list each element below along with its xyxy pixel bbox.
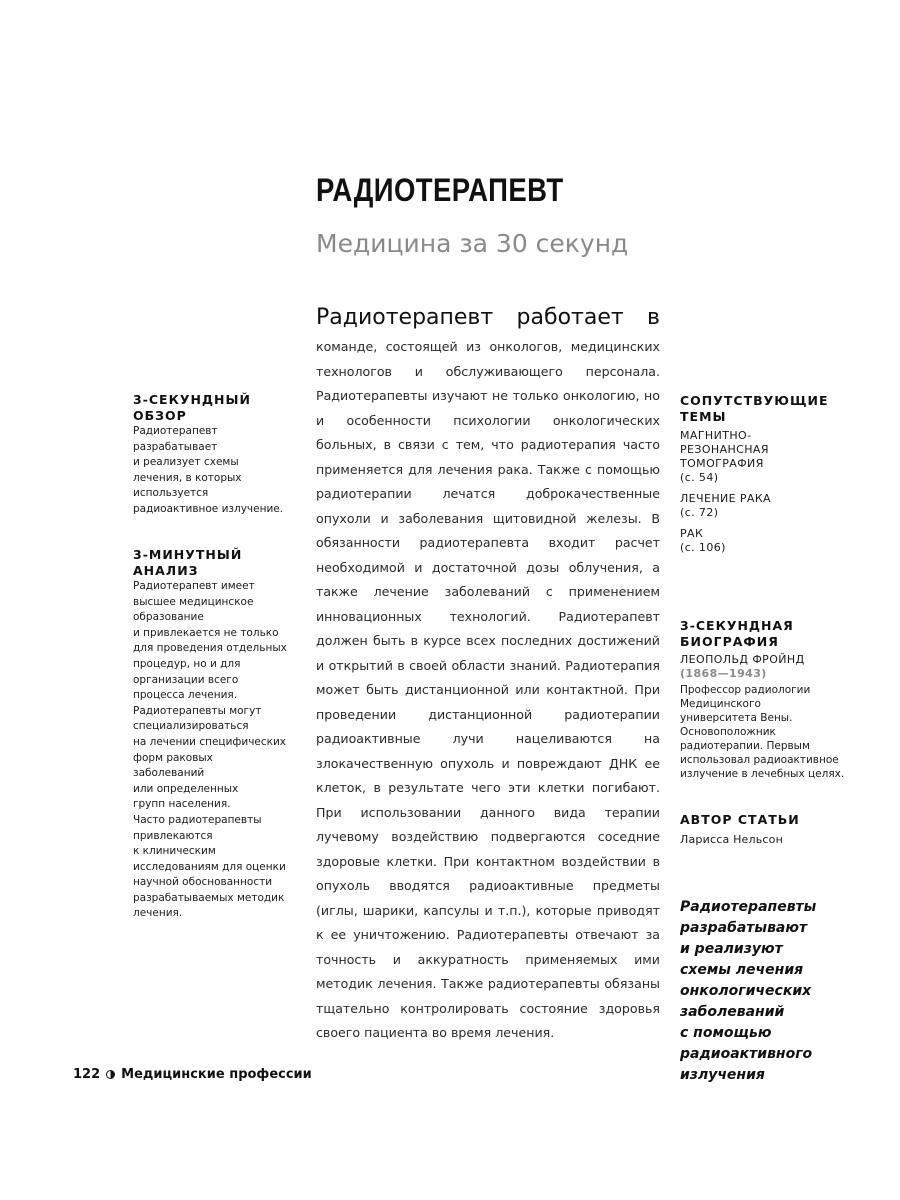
pull-quote [680, 897, 860, 1086]
half-circle-icon [106, 1070, 115, 1079]
overview-line: радиоактивное излучение. [133, 502, 284, 515]
page-title: РАДИОТЕРАПЕВТ [316, 172, 564, 208]
analysis-line: форм раковых [133, 751, 213, 764]
analysis-heading [133, 547, 293, 579]
analysis-section [133, 547, 293, 922]
analysis-text [133, 579, 293, 922]
related-topic-line: РАК [680, 527, 704, 540]
quote-line: Радиотерапевты [680, 899, 817, 915]
overview-heading-line: 3-СЕКУНДНЫЙ [133, 392, 251, 407]
related-topic-line: (с. 72) [680, 506, 719, 519]
related-topic-line: РЕЗОНАНСНАЯ [680, 443, 769, 456]
page-number: 122 [73, 1067, 101, 1082]
related-topic-line: МАГНИТНО- [680, 429, 752, 442]
analysis-line: Часто радиотерапевты [133, 813, 262, 826]
quote-line: заболеваний [680, 1004, 785, 1020]
analysis-line: исследованиям для оценки [133, 860, 286, 873]
overview-line: разрабатывает [133, 440, 218, 453]
related-heading-line: ТЕМЫ [680, 409, 727, 424]
analysis-line: и привлекается не только [133, 626, 279, 639]
bio-line: радиотерапии. Первым [680, 740, 810, 752]
author-heading: АВТОР СТАТЬИ [680, 812, 800, 827]
article-body: команде, состоящей из онкологов, медицинских технологов и обслуживающего персонала. Радиотерапевты изучают не только онкологию, но и особенности психологии онкологических больных, в связи с тем, что радиотерапия часто применяется для лечения рака. Также с помощью радиотерапии лечатся доброкачественные опухоли и заболевания щитовидной железы. В обязанности радиотерапевта входит расчет необходимой и достаточной дозы облучения, а также лечение заболеваний с применением инновационных технологий. Радиотерапевт должен быть в курсе всех последних достижений и открытий в своей области знаний. Радиотерапия может быть дистанционной или контактной. При проведении дистанционной радиотерапии радиоактивные лучи нацеливаются на злокачественную опухоль и повреждают ДНК ее клеток, в результате чего эти клетки погибают. При использовании данного вида терапии лучевому воздействию подвергаются соседние здоровые клетки. При контактном воздействии в опухоль вводятся радиоактивные предметы (иглы, шарики, капсулы и т.п.), которые приводят к ее уничтожению. Радиотерапевты отвечают за точность и аккуратность применяемых ими методик лечения. Также радиотерапевты обязаны тщательно контролировать состояние здоровья своего пациента во время лечения. [316, 339, 660, 1040]
overview-heading-line: ОБЗОР [133, 408, 187, 423]
analysis-line: специализироваться [133, 720, 249, 733]
quote-line: онкологических [680, 983, 812, 999]
related-topic-cancer [680, 527, 860, 555]
overview-heading [133, 392, 293, 424]
analysis-line: процедур, но и для [133, 657, 241, 670]
quote-line: радиоактивного [680, 1046, 813, 1062]
related-topic-line: ТОМОГРАФИЯ [680, 457, 764, 470]
bio-line: излучение в лечебных целях. [680, 768, 845, 780]
related-topic-line: (с. 54) [680, 471, 719, 484]
analysis-line: на лечении специфических [133, 735, 287, 748]
analysis-line: образование [133, 611, 204, 624]
bio-heading-line: 3-СЕКУНДНАЯ [680, 618, 794, 633]
overview-line: и реализует схемы [133, 456, 239, 469]
bio-heading [680, 618, 860, 650]
analysis-line: заболеваний [133, 767, 205, 780]
overview-line: Радиотерапевт [133, 425, 218, 437]
bio-line: Основоположник [680, 726, 776, 738]
analysis-line: процесса лечения. [133, 689, 238, 702]
quote-line: схемы лечения [680, 962, 804, 978]
analysis-line: высшее медицинское [133, 595, 254, 608]
article-lead: Радиотерапевт работает в [316, 305, 660, 330]
bio-text [680, 683, 860, 781]
bio-years: (1868—1943) [680, 667, 767, 680]
analysis-line: групп населения. [133, 798, 231, 811]
overview-text [133, 424, 293, 518]
quote-line: с помощью [680, 1025, 772, 1041]
analysis-line: Радиотерапевты могут [133, 704, 262, 717]
bio-line: Медицинского [680, 698, 761, 710]
related-topic-cancer-treatment [680, 492, 860, 520]
analysis-heading-line: 3-МИНУТНЫЙ [133, 547, 243, 562]
bio-line: использовал радиоактивное [680, 754, 839, 766]
bio-line: университета Вены. [680, 712, 793, 724]
overview-section [133, 392, 293, 518]
section-title: Медицинские профессии [121, 1067, 312, 1082]
overview-line: используется [133, 487, 209, 500]
author-name: Ларисса Нельсон [680, 833, 783, 846]
bio-name: ЛЕОПОЛЬД ФРОЙНД [680, 653, 805, 666]
analysis-heading-line: АНАЛИЗ [133, 563, 199, 578]
analysis-line: разрабатываемых методик [133, 891, 285, 904]
analysis-line: Радиотерапевт имеет [133, 580, 255, 592]
analysis-line: лечения. [133, 907, 183, 920]
related-topic-line: ЛЕЧЕНИЕ РАКА [680, 492, 771, 505]
related-heading-line: СОПУТСТВУЮЩИЕ [680, 393, 829, 408]
page-footer [73, 1067, 312, 1082]
analysis-line: научной обоснованности [133, 876, 273, 889]
related-topics-section [680, 393, 860, 555]
overview-line: лечения, в которых [133, 471, 242, 484]
biography-section [680, 618, 860, 781]
related-topic-mri [680, 429, 860, 485]
related-heading [680, 393, 860, 425]
analysis-line: или определенных [133, 782, 239, 795]
quote-line: излучения [680, 1067, 765, 1083]
related-topic-line: (с. 106) [680, 541, 726, 554]
quote-line: разрабатывают [680, 920, 808, 936]
bio-line: Профессор радиологии [680, 684, 811, 696]
author-section [680, 812, 860, 847]
analysis-line: для проведения отдельных [133, 642, 287, 655]
analysis-line: к клиническим [133, 845, 216, 858]
analysis-line: организации всего [133, 673, 239, 686]
page-subtitle: Медицина за 30 секунд [316, 229, 629, 258]
analysis-line: привлекаются [133, 829, 213, 842]
bio-heading-line: БИОГРАФИЯ [680, 634, 779, 649]
quote-line: и реализуют [680, 941, 783, 957]
